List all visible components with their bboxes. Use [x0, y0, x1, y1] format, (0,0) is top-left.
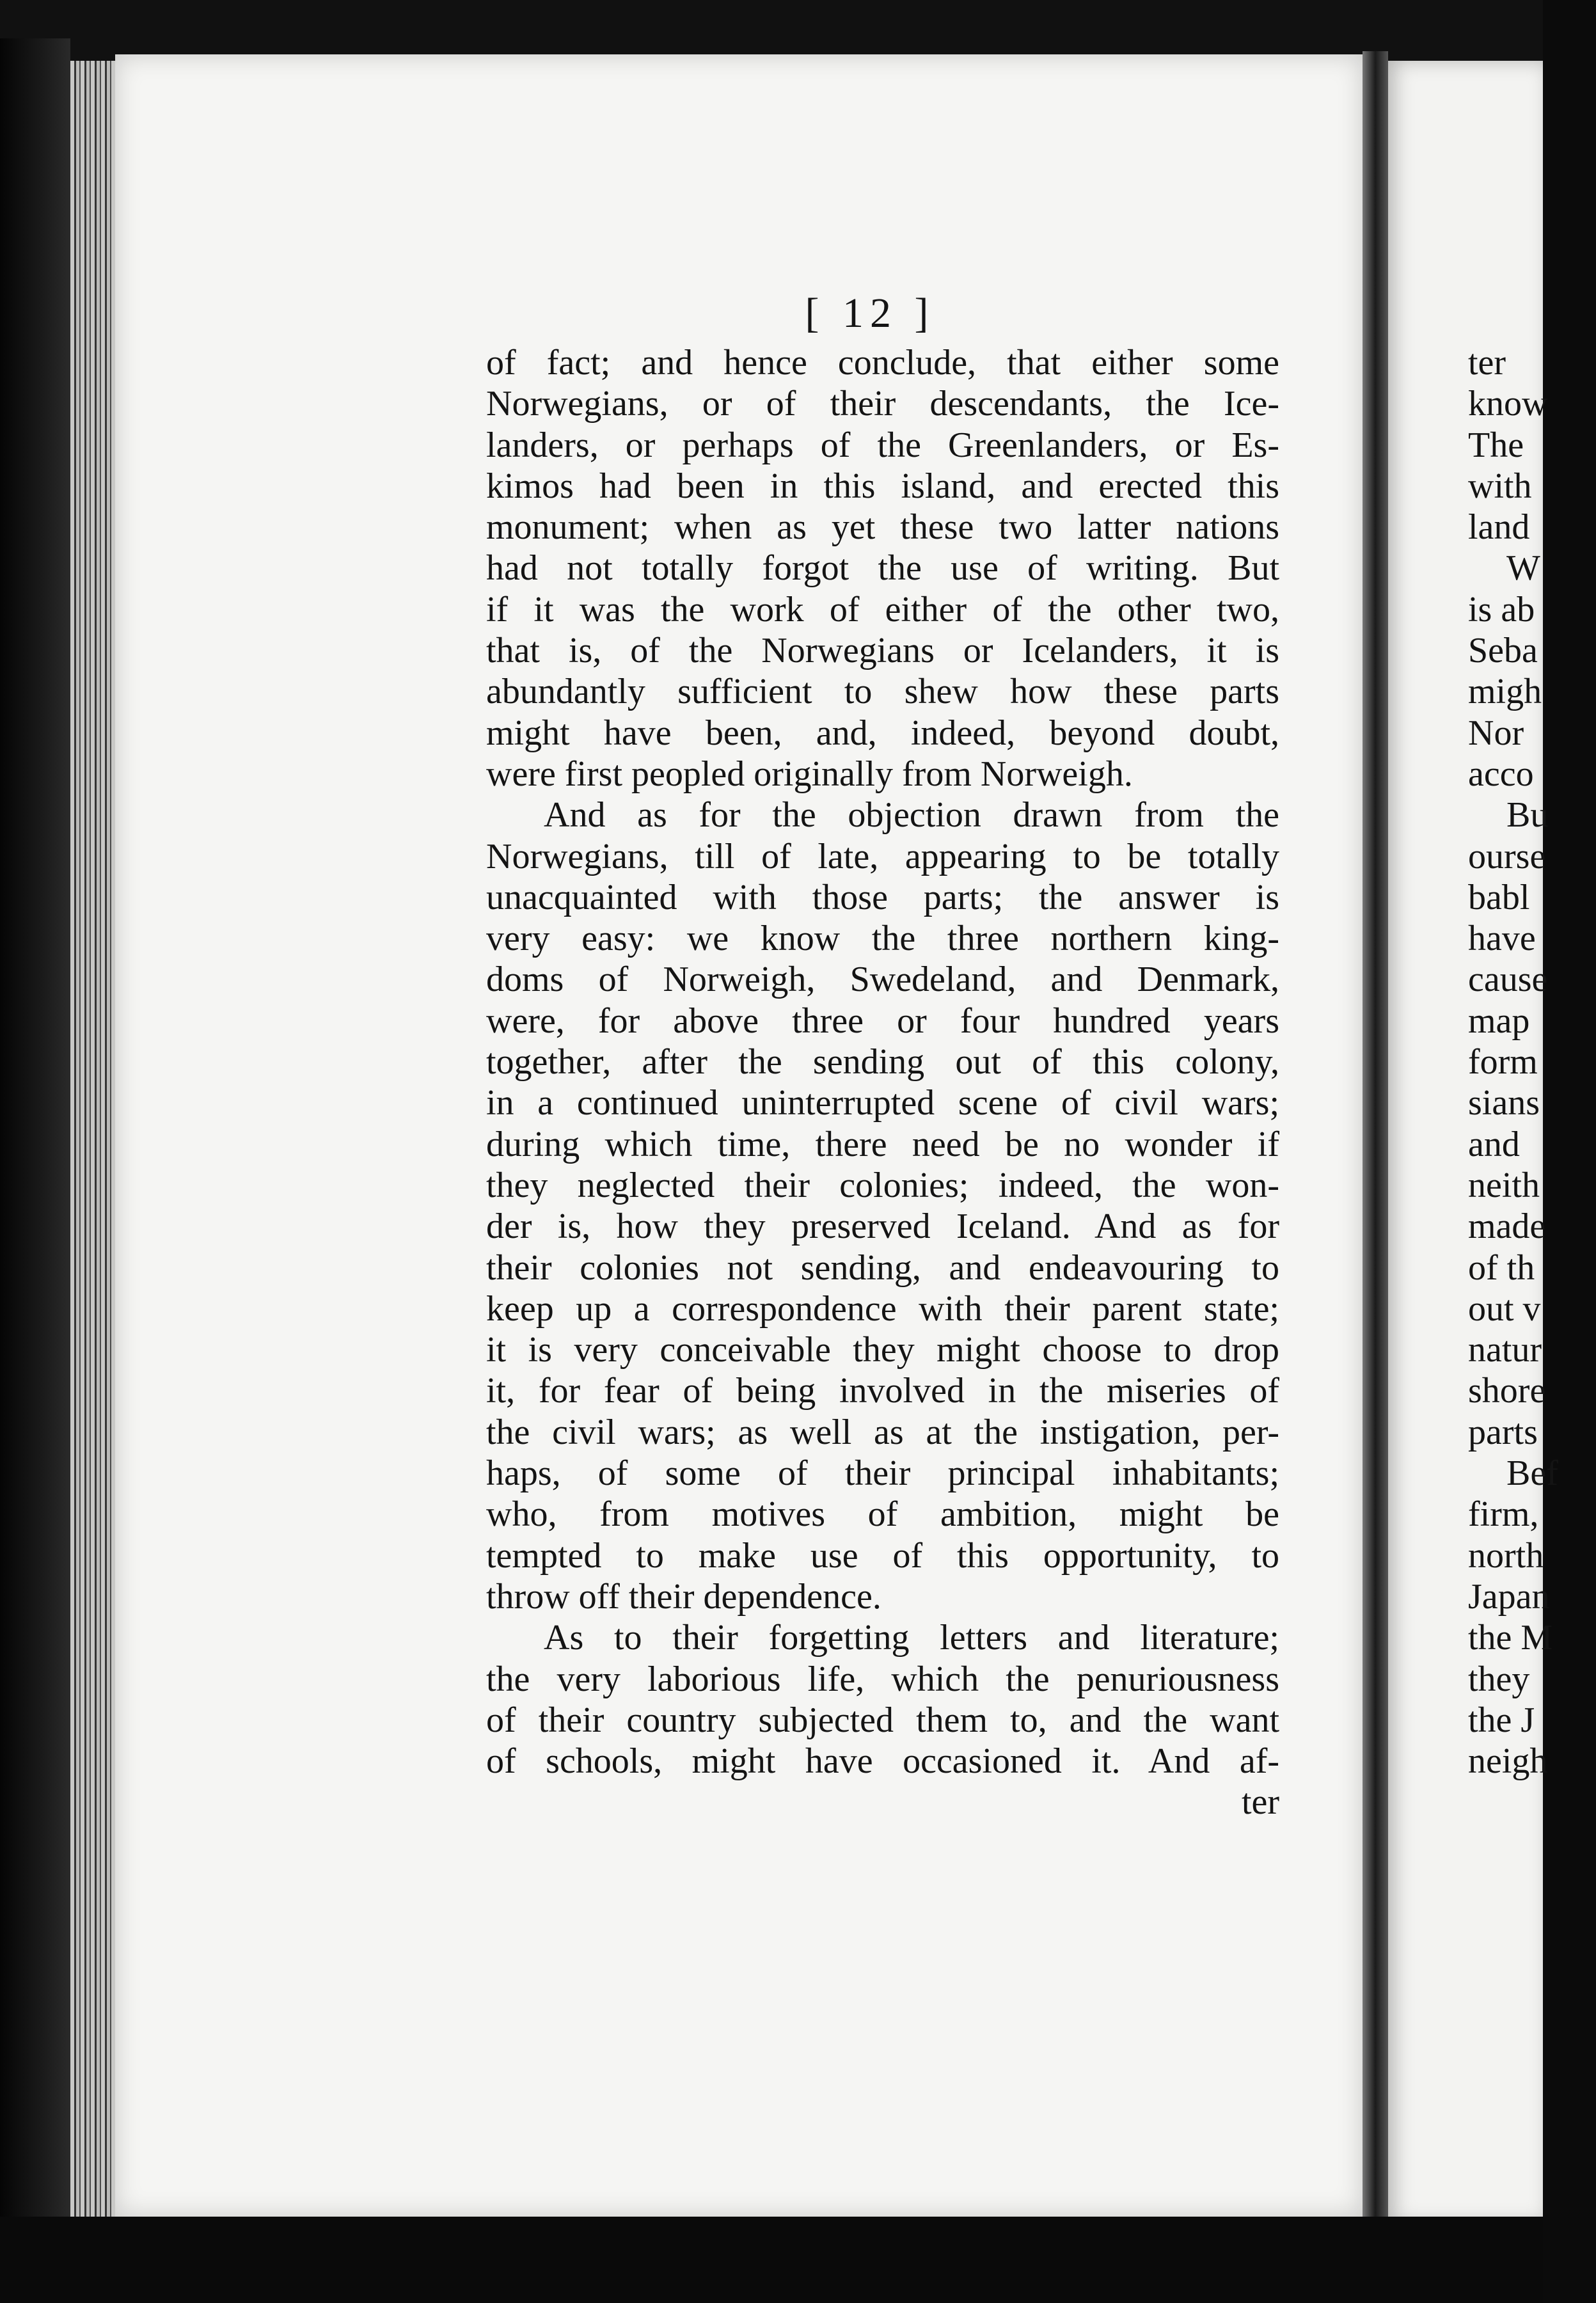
- text-line: of fact; and hence conclude, that either some: [486, 343, 1279, 383]
- text-line-fragment: W: [1506, 548, 1540, 589]
- text-line: it is very conceivable they might choose to drop: [486, 1330, 1279, 1370]
- text-line: the very laborious life, which the penuriousness: [486, 1659, 1279, 1699]
- text-line: kimos had been in this island, and erected this: [486, 466, 1279, 506]
- text-line-fragment: Japan: [1468, 1576, 1550, 1617]
- text-line: might have been, and, indeed, beyond doubt,: [486, 713, 1279, 753]
- text-line: of schools, might have occasioned it. And af-: [486, 1741, 1279, 1782]
- text-line-fragment: know: [1468, 384, 1548, 424]
- text-line-fragment: is ab: [1468, 589, 1535, 629]
- text-line: very easy: we know the three northern king-: [486, 919, 1279, 959]
- text-line-fragment: form: [1468, 1042, 1538, 1082]
- text-line-fragment: Bu: [1506, 795, 1549, 835]
- text-line: As to their forgetting letters and literature;: [544, 1618, 1279, 1658]
- page-edges-stack: [70, 61, 122, 2261]
- text-line-fragment: the M: [1468, 1618, 1553, 1658]
- text-line-fragment: cause: [1468, 960, 1548, 1000]
- text-line-fragment: north: [1468, 1535, 1544, 1576]
- text-line-fragment: babl: [1468, 877, 1530, 917]
- text-line: unacquainted with those parts; the answer is: [486, 877, 1279, 917]
- text-line-fragment: neith: [1468, 1165, 1540, 1205]
- text-line-fragment: acco: [1468, 754, 1534, 794]
- book-gutter: [1363, 51, 1388, 2245]
- text-line: haps, of some of their principal inhabitants;: [486, 1453, 1279, 1494]
- text-line: Norwegians, till of late, appearing to be totally: [486, 836, 1279, 876]
- text-line-fragment: and: [1468, 1124, 1520, 1164]
- text-line: if it was the work of either of the other two,: [486, 589, 1279, 629]
- text-line: landers, or perhaps of the Greenlanders, or Es-: [486, 425, 1279, 465]
- text-line-fragment: made: [1468, 1207, 1546, 1247]
- text-line-fragment: parts: [1468, 1412, 1538, 1452]
- text-line: who, from motives of ambition, might be: [486, 1494, 1279, 1535]
- text-line-fragment: they: [1468, 1659, 1530, 1699]
- text-line: throw off their dependence.: [486, 1576, 881, 1617]
- text-line-fragment: sians: [1468, 1083, 1540, 1123]
- text-line-fragment: the J: [1468, 1700, 1535, 1740]
- text-line: together, after the sending out of this colony,: [486, 1042, 1279, 1082]
- left-binding-edge: [0, 38, 70, 2265]
- catchword: ter: [1241, 1782, 1279, 1823]
- right-page-text-fragment: [1468, 342, 1596, 1782]
- text-line-fragment: firm,: [1468, 1494, 1539, 1535]
- left-page-text: [486, 342, 1279, 1823]
- text-line-fragment: Seba: [1468, 631, 1538, 671]
- text-line-fragment: natur: [1468, 1330, 1542, 1370]
- bottom-shadow: [0, 2217, 1543, 2303]
- text-line: in a continued uninterrupted scene of civil wars;: [486, 1083, 1279, 1123]
- text-line-fragment: out v: [1468, 1288, 1541, 1329]
- text-line: during which time, there need be no wonder if: [486, 1124, 1279, 1164]
- text-line-fragment: shore: [1468, 1371, 1546, 1411]
- text-line: had not totally forgot the use of writing. But: [486, 548, 1279, 589]
- text-line-fragment: Nor: [1468, 713, 1524, 753]
- text-line: abundantly sufficient to shew how these parts: [486, 672, 1279, 712]
- text-line: doms of Norweigh, Swedeland, and Denmark,: [486, 960, 1279, 1000]
- text-line: the civil wars; as well as at the instigation, per-: [486, 1412, 1279, 1452]
- text-line-fragment: with: [1468, 466, 1532, 506]
- text-line: monument; when as yet these two latter nations: [486, 507, 1279, 548]
- text-line-fragment: of th: [1468, 1247, 1535, 1288]
- text-line-fragment: have: [1468, 919, 1536, 959]
- text-line: their colonies not sending, and endeavouring to: [486, 1247, 1279, 1288]
- text-line: it, for fear of being involved in the miseries of: [486, 1371, 1279, 1411]
- page-number: [ 12 ]: [805, 290, 935, 336]
- text-line: keep up a correspondence with their parent state;: [486, 1288, 1279, 1329]
- text-line-fragment: map: [1468, 1001, 1530, 1041]
- text-line-fragment: migh: [1468, 672, 1542, 712]
- text-line: Norwegians, or of their descendants, the Ice-: [486, 384, 1279, 424]
- text-line: that is, of the Norwegians or Icelanders, it is: [486, 631, 1279, 671]
- text-line: they neglected their colonies; indeed, the won-: [486, 1165, 1279, 1205]
- text-line: were, for above three or four hundred years: [486, 1001, 1279, 1041]
- text-line-fragment: Bef: [1506, 1453, 1558, 1494]
- text-line: were first peopled originally from Norweigh.: [486, 754, 1133, 794]
- text-line-fragment: neigh: [1468, 1741, 1548, 1782]
- text-line: of their country subjected them to, and the want: [486, 1700, 1279, 1740]
- text-line: And as for the objection drawn from the: [544, 795, 1279, 835]
- text-line-fragment: land: [1468, 507, 1530, 548]
- text-line-fragment: ourse: [1468, 836, 1546, 876]
- text-line-fragment: ter: [1468, 343, 1506, 383]
- text-line-fragment: The: [1468, 425, 1524, 465]
- text-line: der is, how they preserved Iceland. And as for: [486, 1207, 1279, 1247]
- text-line: tempted to make use of this opportunity, to: [486, 1535, 1279, 1576]
